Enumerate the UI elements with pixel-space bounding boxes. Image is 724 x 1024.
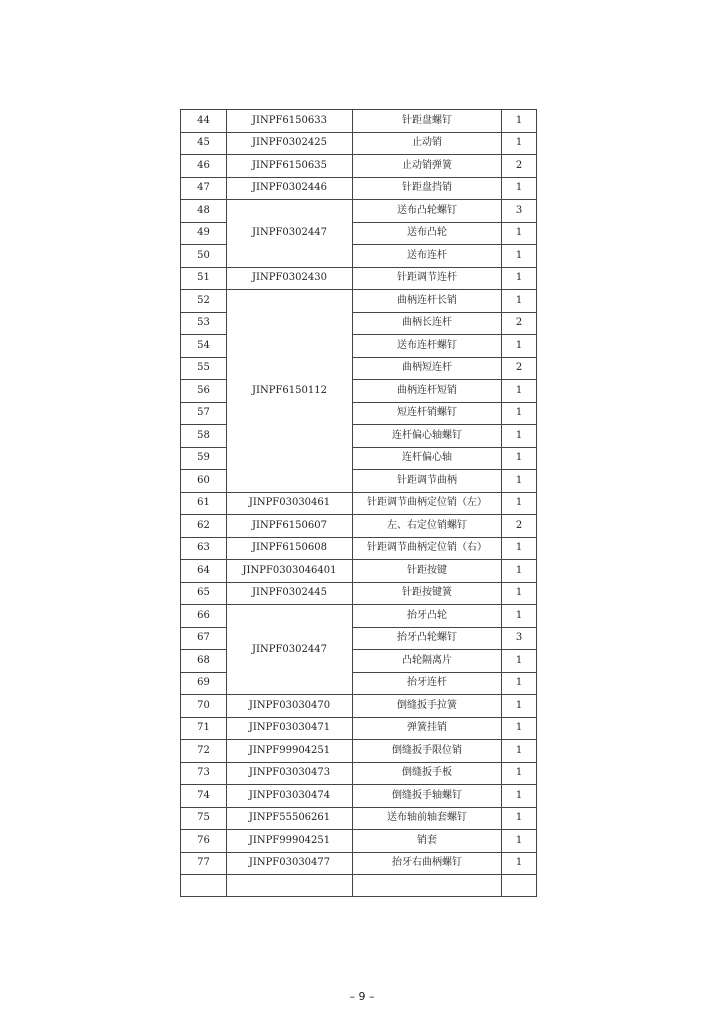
part-quantity: 1: [502, 402, 537, 425]
table-row: [181, 267, 537, 290]
row-number: 46: [181, 155, 227, 178]
row-number: 47: [181, 177, 227, 200]
row-number: 52: [181, 290, 227, 313]
table-row: [181, 290, 537, 313]
part-quantity: 1: [502, 132, 537, 155]
part-code: JINPF0303046401: [227, 560, 353, 583]
part-quantity: 1: [502, 290, 537, 313]
row-number: 77: [181, 852, 227, 875]
table-row: [181, 200, 537, 223]
blank-row: [181, 875, 537, 897]
part-quantity: 1: [502, 425, 537, 448]
part-name: 送布连杆螺钉: [353, 335, 502, 358]
part-name: 止动销: [353, 132, 502, 155]
table-row: [181, 560, 537, 583]
part-quantity: 2: [502, 312, 537, 335]
part-code: JINPF6150607: [227, 515, 353, 538]
part-name: 弹簧挂销: [353, 717, 502, 740]
part-quantity: 3: [502, 627, 537, 650]
part-code: JINPF99904251: [227, 830, 353, 853]
part-name: 曲柄短连杆: [353, 357, 502, 380]
part-name: 送布凸轮螺钉: [353, 200, 502, 223]
part-quantity: 1: [502, 380, 537, 403]
part-quantity: 1: [502, 807, 537, 830]
part-name: 抬牙右曲柄螺钉: [353, 852, 502, 875]
row-number: 55: [181, 357, 227, 380]
row-number: 64: [181, 560, 227, 583]
row-number: 51: [181, 267, 227, 290]
row-number: 61: [181, 492, 227, 515]
part-name: 针距调节曲柄定位销（右）: [353, 537, 502, 560]
row-number: 54: [181, 335, 227, 358]
row-number: 68: [181, 650, 227, 673]
part-name: 倒缝扳手拉簧: [353, 695, 502, 718]
part-name: 针距按键: [353, 560, 502, 583]
part-name: 销套: [353, 830, 502, 853]
part-quantity: 1: [502, 245, 537, 268]
parts-table: [180, 109, 537, 897]
table-row: [181, 132, 537, 155]
row-number: 72: [181, 740, 227, 763]
parts-table-body: [181, 110, 537, 897]
row-number: 57: [181, 402, 227, 425]
table-row: [181, 492, 537, 515]
row-number: 60: [181, 470, 227, 493]
part-quantity: 1: [502, 447, 537, 470]
part-code: JINPF6150633: [227, 110, 353, 133]
row-number: 49: [181, 222, 227, 245]
row-number: 48: [181, 200, 227, 223]
part-code: JINPF0302445: [227, 582, 353, 605]
part-code: JINPF0302430: [227, 267, 353, 290]
part-code: JINPF0302447: [227, 605, 353, 695]
blank-cell: [227, 875, 353, 897]
part-code: JINPF6150112: [227, 290, 353, 493]
part-code: JINPF03030461: [227, 492, 353, 515]
part-code: JINPF03030471: [227, 717, 353, 740]
row-number: 74: [181, 785, 227, 808]
part-quantity: 1: [502, 830, 537, 853]
row-number: 45: [181, 132, 227, 155]
page-number: – 9 –: [349, 990, 375, 1003]
table-row: [181, 110, 537, 133]
part-name: 针距调节曲柄: [353, 470, 502, 493]
part-quantity: 2: [502, 357, 537, 380]
table-row: [181, 177, 537, 200]
table-row: [181, 807, 537, 830]
blank-cell: [502, 875, 537, 897]
part-name: 倒缝扳手板: [353, 762, 502, 785]
table-row: [181, 830, 537, 853]
part-quantity: 1: [502, 717, 537, 740]
part-quantity: 1: [502, 852, 537, 875]
part-name: 抬牙凸轮: [353, 605, 502, 628]
part-name: 针距按键簧: [353, 582, 502, 605]
part-code: JINPF0302446: [227, 177, 353, 200]
row-number: 53: [181, 312, 227, 335]
part-name: 倒缝扳手限位销: [353, 740, 502, 763]
part-name: 左、右定位销螺钉: [353, 515, 502, 538]
table-row: [181, 155, 537, 178]
table-row: [181, 695, 537, 718]
table-row: [181, 740, 537, 763]
row-number: 50: [181, 245, 227, 268]
part-name: 止动销弹簧: [353, 155, 502, 178]
row-number: 44: [181, 110, 227, 133]
part-quantity: 1: [502, 672, 537, 695]
part-quantity: 1: [502, 537, 537, 560]
row-number: 62: [181, 515, 227, 538]
table-row: [181, 852, 537, 875]
part-code: JINPF6150608: [227, 537, 353, 560]
table-row: [181, 762, 537, 785]
part-name: 连杆偏心轴螺钉: [353, 425, 502, 448]
part-name: 送布凸轮: [353, 222, 502, 245]
part-code: JINPF03030477: [227, 852, 353, 875]
row-number: 56: [181, 380, 227, 403]
row-number: 66: [181, 605, 227, 628]
part-name: 短连杆销螺钉: [353, 402, 502, 425]
part-name: 针距盘螺钉: [353, 110, 502, 133]
part-quantity: 1: [502, 470, 537, 493]
part-quantity: 1: [502, 695, 537, 718]
part-name: 针距调节连杆: [353, 267, 502, 290]
table-row: [181, 605, 537, 628]
part-name: 送布连杆: [353, 245, 502, 268]
row-number: 63: [181, 537, 227, 560]
part-name: 曲柄连杆短销: [353, 380, 502, 403]
row-number: 67: [181, 627, 227, 650]
part-name: 抬牙凸轮螺钉: [353, 627, 502, 650]
part-quantity: 1: [502, 110, 537, 133]
part-code: JINPF0302425: [227, 132, 353, 155]
part-quantity: 1: [502, 222, 537, 245]
part-quantity: 1: [502, 560, 537, 583]
table-row: [181, 717, 537, 740]
table-row: [181, 515, 537, 538]
part-quantity: 1: [502, 605, 537, 628]
row-number: 65: [181, 582, 227, 605]
part-code: JINPF03030474: [227, 785, 353, 808]
part-code: JINPF55506261: [227, 807, 353, 830]
part-quantity: 2: [502, 515, 537, 538]
row-number: 73: [181, 762, 227, 785]
part-quantity: 1: [502, 762, 537, 785]
part-code: JINPF03030470: [227, 695, 353, 718]
blank-cell: [181, 875, 227, 897]
row-number: 75: [181, 807, 227, 830]
part-name: 抬牙连杆: [353, 672, 502, 695]
part-name: 针距盘挡销: [353, 177, 502, 200]
part-code: JINPF99904251: [227, 740, 353, 763]
part-quantity: 1: [502, 785, 537, 808]
part-name: 送布轴前轴套螺钉: [353, 807, 502, 830]
table-row: [181, 582, 537, 605]
row-number: 58: [181, 425, 227, 448]
part-name: 倒缝扳手轴螺钉: [353, 785, 502, 808]
row-number: 59: [181, 447, 227, 470]
part-quantity: 3: [502, 200, 537, 223]
part-quantity: 1: [502, 492, 537, 515]
part-code: JINPF6150635: [227, 155, 353, 178]
part-quantity: 1: [502, 582, 537, 605]
part-name: 针距调节曲柄定位销（左）: [353, 492, 502, 515]
part-name: 凸轮隔离片: [353, 650, 502, 673]
row-number: 70: [181, 695, 227, 718]
row-number: 69: [181, 672, 227, 695]
part-quantity: 1: [502, 650, 537, 673]
part-quantity: 1: [502, 267, 537, 290]
part-quantity: 1: [502, 335, 537, 358]
row-number: 71: [181, 717, 227, 740]
part-code: JINPF0302447: [227, 200, 353, 268]
blank-cell: [353, 875, 502, 897]
part-name: 连杆偏心轴: [353, 447, 502, 470]
row-number: 76: [181, 830, 227, 853]
table-row: [181, 537, 537, 560]
part-name: 曲柄长连杆: [353, 312, 502, 335]
part-quantity: 1: [502, 177, 537, 200]
part-name: 曲柄连杆长销: [353, 290, 502, 313]
part-quantity: 1: [502, 740, 537, 763]
part-code: JINPF03030473: [227, 762, 353, 785]
table-row: [181, 785, 537, 808]
part-quantity: 2: [502, 155, 537, 178]
